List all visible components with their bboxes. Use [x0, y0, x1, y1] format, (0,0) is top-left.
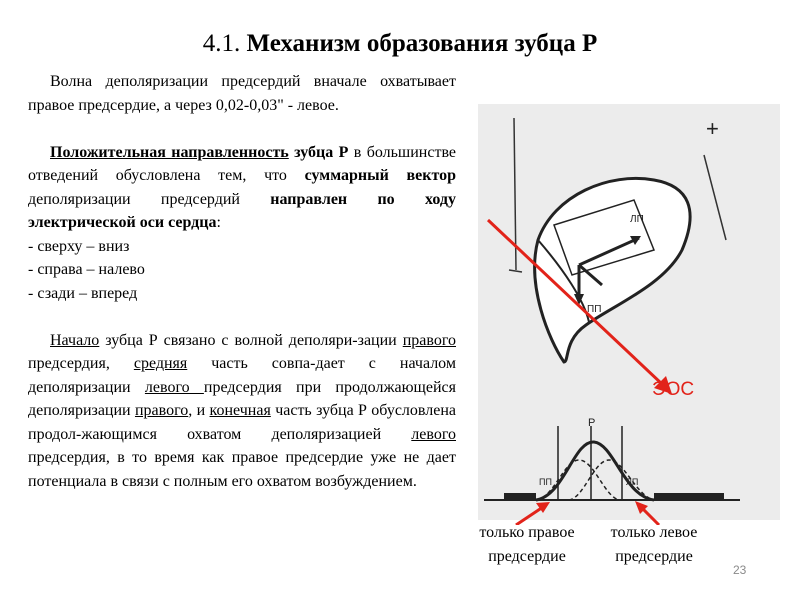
list-item: - справа – налево	[28, 261, 145, 278]
plus-sign: +	[706, 116, 719, 141]
direction-text-a: в большинстве отведений обусловлена тем, что	[28, 143, 457, 184]
total-vector-term: суммарный вектор	[304, 167, 457, 184]
direction-colon: :	[216, 214, 221, 231]
slide-title	[0, 30, 800, 58]
title-text: Механизм образования зубца Р	[246, 30, 598, 57]
paragraph-mechanism	[28, 329, 456, 494]
mech-s12: часть зубца Р обусловлена продол-жающимся охватом деполяризацией	[28, 402, 456, 443]
mech-s8: предсердия при продолжающейся деполяризации	[28, 378, 456, 419]
atrial-depolarization-figure	[454, 100, 784, 525]
baseline-left-bar	[504, 493, 536, 500]
ra-label: ПП	[587, 304, 602, 315]
paragraph-intro: Волна деполяризации предсердий вначале охватывает правое предсердие, а через 0,02-0,03" - левое.	[28, 73, 456, 114]
caption-left-atrium: только левое предсердие	[610, 524, 698, 565]
direction-list	[28, 235, 456, 306]
list-item: - сзади – вперед	[28, 284, 138, 302]
mech-s2: зубца Р связано с волной деполяри-зации	[99, 331, 403, 349]
positive-direction-label: Положительная направленность	[50, 143, 289, 161]
figure-svg	[454, 100, 784, 525]
mech-s10: , и	[188, 402, 210, 419]
axis-term: направлен по ходу электрической оси сердца	[28, 190, 456, 231]
mech-s1: Начало	[50, 331, 100, 349]
page-number: 23	[733, 563, 747, 577]
p-label: Р	[588, 417, 596, 429]
mech-s11: конечная	[209, 402, 271, 419]
title-number: 4.1.	[202, 30, 247, 57]
la-label: ЛП	[630, 214, 644, 225]
mech-s4: предсердия,	[28, 355, 134, 372]
list-item: - сверху – вниз	[28, 237, 130, 255]
mech-s13: левого	[411, 425, 456, 443]
mech-s14: предсердия, в то время как правое предсердие уже не дает потенциала в связи с полным его охватом возбуждением.	[28, 449, 456, 490]
mech-s9: правого	[134, 402, 189, 419]
lp-curve-label: ЛП	[626, 477, 639, 487]
eos-label: ЭОС	[652, 379, 695, 400]
paragraph-direction	[28, 141, 456, 235]
mech-s6: часть совпа-дает с началом деполяризации	[28, 355, 456, 396]
body-text	[28, 70, 456, 493]
mech-s5: средняя	[133, 355, 188, 372]
mech-s7: левого	[144, 378, 204, 396]
pp-curve-label: ПП	[539, 477, 552, 487]
mech-s3: правого	[402, 331, 456, 349]
scan-background	[478, 104, 780, 520]
baseline-right-bar	[654, 493, 724, 500]
caption-right-atrium: только правое предсердие	[479, 524, 575, 565]
p-wave-term: зубца Р	[288, 143, 349, 161]
direction-text-b: деполяризации предсердий	[28, 190, 271, 208]
